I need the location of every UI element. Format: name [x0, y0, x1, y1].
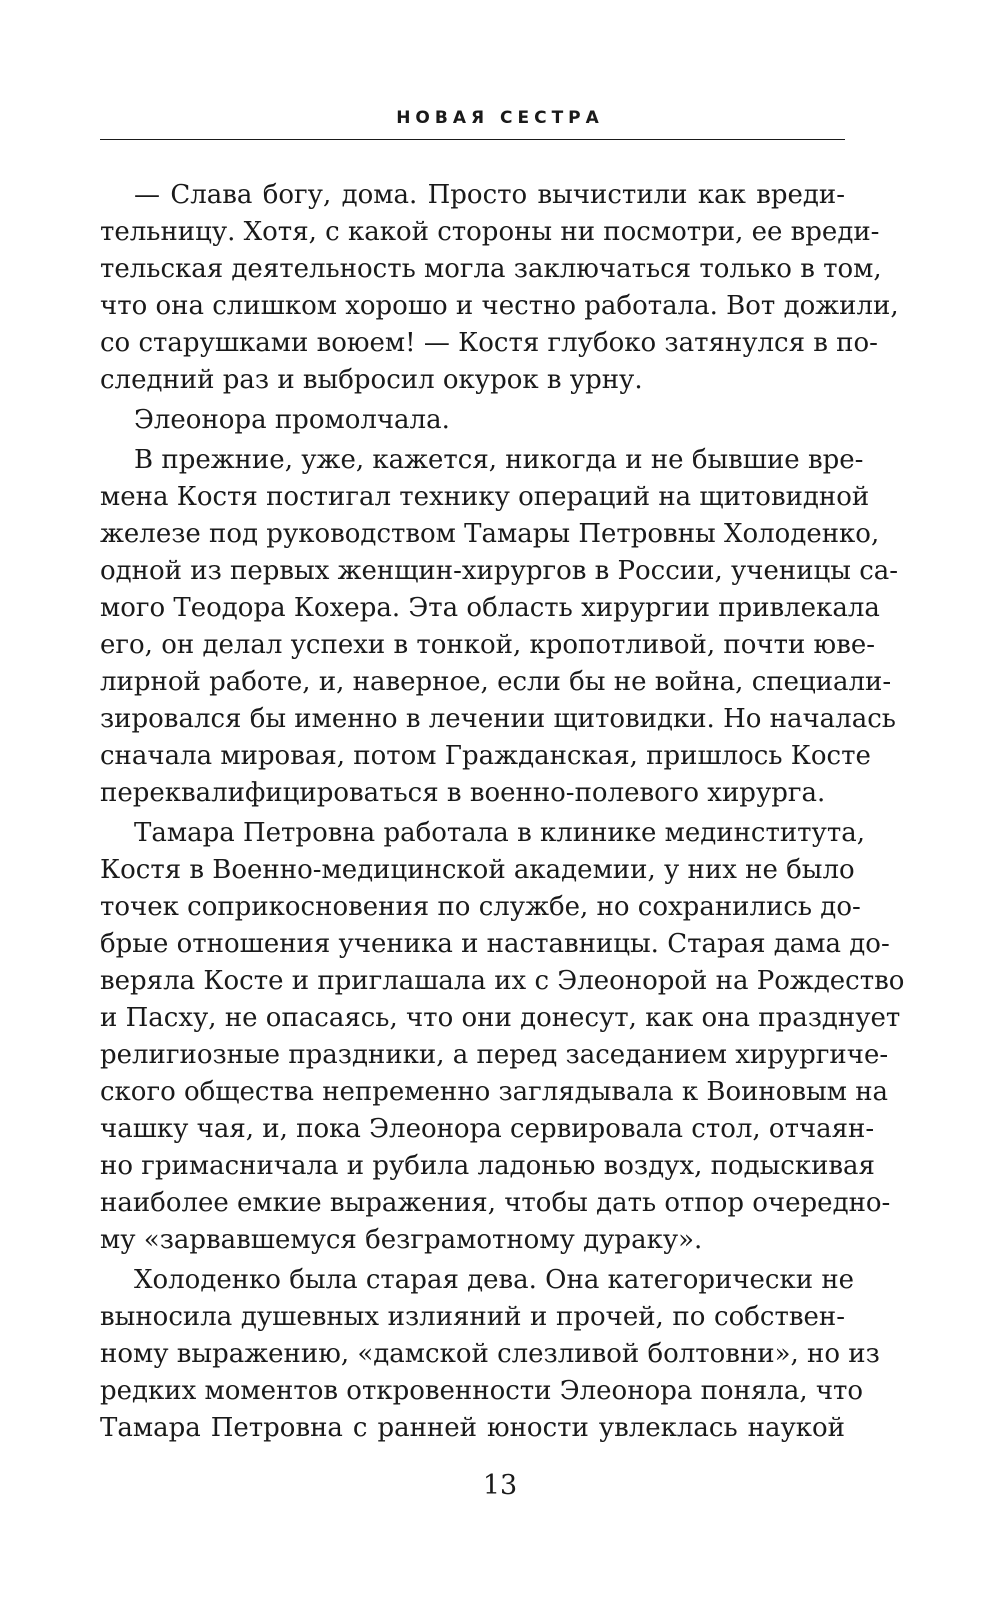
text-line: зировался бы именно в лечении щитовидки. Но началась: [100, 704, 896, 734]
text-line: Костя в Военно-медицинской академии, у них не было: [100, 855, 855, 885]
text-line: что она слишком хорошо и честно работала. Вот дожили,: [100, 291, 899, 321]
running-head: НОВАЯ СЕСТРА: [396, 108, 604, 128]
text-line: веряла Косте и приглашала их с Элеонорой на Рождество: [100, 966, 905, 996]
text-line: — Слава богу, дома. Просто вычистили как вреди-: [134, 180, 845, 210]
text-line: лирной работе, и, наверное, если бы не война, специали-: [100, 667, 892, 697]
text-line: но гримасничала и рубила ладонью воздух, подыскивая: [100, 1151, 875, 1181]
text-line: со старушками воюем! — Костя глубоко затянулся в по-: [100, 328, 878, 358]
paragraph: [100, 177, 899, 399]
page-number: 13: [482, 1470, 518, 1501]
text-line: железе под руководством Тамары Петровны Холоденко,: [100, 519, 880, 549]
text-line: тельская деятельность могла заключаться только в том,: [100, 254, 882, 284]
text-line: переквалифицироваться в военно-полевого хирурга.: [100, 778, 826, 808]
text-line: его, он делал успехи в тонкой, кропотливой, почти юве-: [100, 630, 875, 660]
paragraph: [100, 1262, 880, 1447]
text-line: чашку чая, и, пока Элеонора сервировала стол, отчаян-: [100, 1114, 875, 1144]
text-line: редких моментов откровенности Элеонора поняла, что: [100, 1376, 864, 1406]
text-line: религиозные праздники, а перед заседанием хирургиче-: [100, 1040, 889, 1070]
paragraph: [100, 442, 899, 812]
text-line: выносила душевных излияний и прочей, по собствен-: [100, 1302, 845, 1332]
text-line: мого Теодора Кохера. Эта область хирургии привлекала: [100, 593, 880, 623]
paragraph: [100, 402, 845, 439]
text-line: Тамара Петровна с ранней юности увлеклась наукой: [100, 1413, 845, 1443]
body-text: [100, 177, 905, 1447]
text-line: В прежние, уже, кажется, никогда и не бывшие вре-: [134, 445, 864, 475]
text-line: наиболее емкие выражения, чтобы дать отпор очередно-: [100, 1188, 891, 1218]
text-line: сначала мировая, потом Гражданская, пришлось Косте: [100, 741, 871, 771]
text-line: брые отношения ученика и наставницы. Старая дама до-: [100, 929, 890, 959]
text-line: следний раз и выбросил окурок в урну.: [100, 365, 643, 395]
header-rule: [100, 139, 845, 140]
paragraph: [100, 815, 905, 1259]
text-line: одной из первых женщин-хирургов в России, ученицы са-: [100, 556, 899, 586]
text-line: тельницу. Хотя, с какой стороны ни посмотри, ее вреди-: [100, 217, 880, 247]
text-line: мена Костя постигал технику операций на щитовидной: [100, 482, 870, 512]
text-line: Тамара Петровна работала в клинике мединститута,: [134, 818, 866, 848]
text-line: ному выражению, «дамской слезливой болтовни», но из: [100, 1339, 880, 1369]
text-line: точек соприкосновения по службе, но сохранились до-: [100, 892, 861, 922]
text-line: ского общества непременно заглядывала к Воиновым на: [100, 1077, 889, 1107]
text-line: и Пасху, не опасаясь, что они донесут, как она празднует: [100, 1003, 901, 1033]
text-line: му «зарвавшемуся безграмотному дураку».: [100, 1225, 703, 1255]
text-line: Холоденко была старая дева. Она категорически не: [134, 1265, 855, 1295]
text-line: Элеонора промолчала.: [134, 405, 450, 435]
